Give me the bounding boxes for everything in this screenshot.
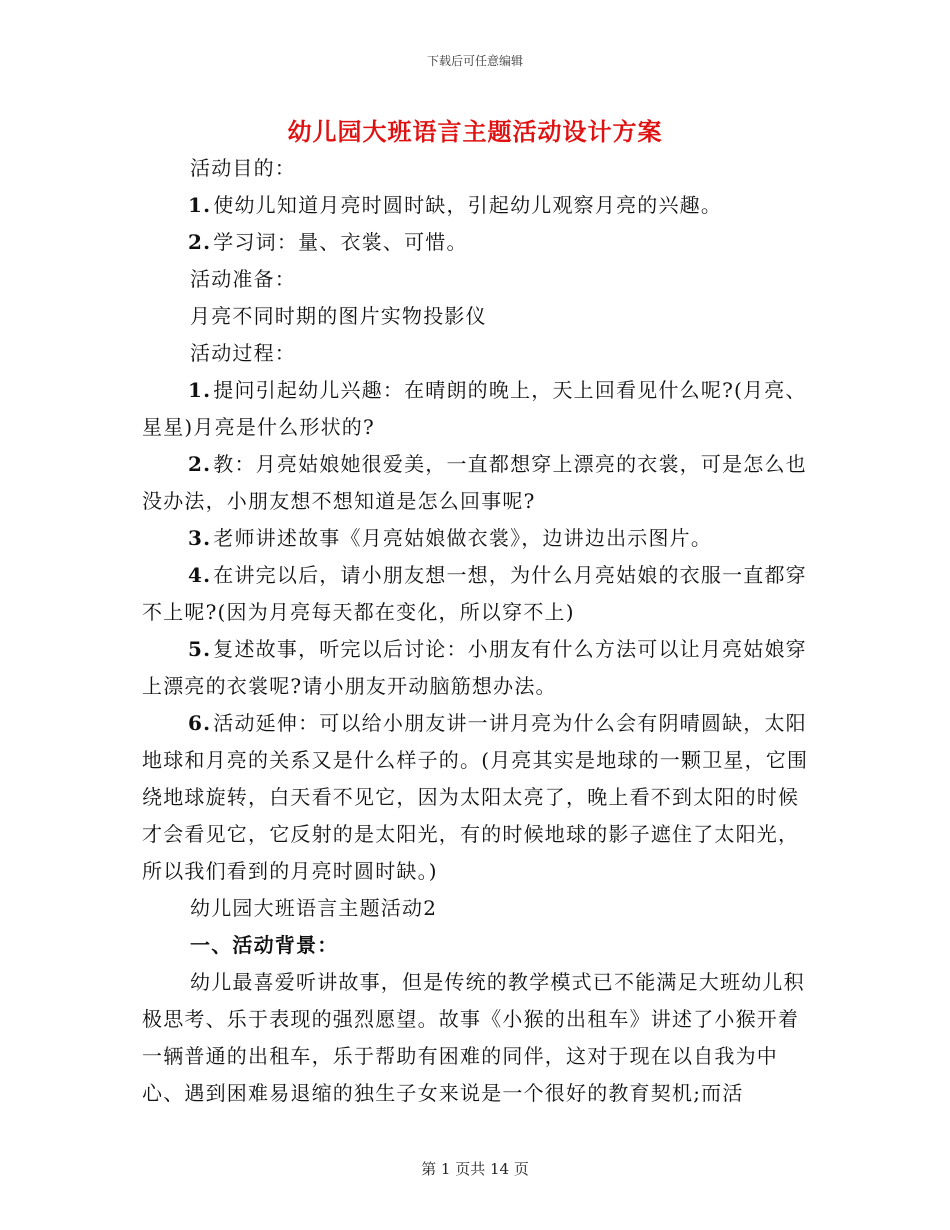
paragraph [142,261,810,298]
document-body [142,150,810,1112]
item-number: 2. [188,452,212,476]
paragraph [142,520,810,557]
paragraph-text: 在讲完以后，请小朋友想一想，为什么月亮姑娘的衣服一直都穿不上呢?(因为月亮每天都在变化，所以穿不上) [142,563,807,624]
item-number: 6. [188,711,212,735]
paragraph [142,224,810,261]
document-title: 幼儿园大班语言主题活动设计方案 [287,117,663,146]
paragraph [142,964,810,1112]
paragraph [142,705,810,890]
paragraph [142,150,810,187]
paragraph-text: 活动准备： [190,267,296,291]
paragraph [142,335,810,372]
item-number: 5. [188,637,212,661]
paragraph-text: 幼儿园大班语言主题活动2 [190,896,438,920]
paragraph [142,631,810,705]
paragraph [142,298,810,335]
paragraph [142,446,810,520]
header-note: 下载后可任意编辑 [426,54,523,68]
paragraph-text: 月亮不同时期的图片实物投影仪 [190,304,487,328]
paragraph-text: 复述故事，听完以后讨论：小朋友有什么方法可以让月亮姑娘穿上漂亮的衣裳呢?请小朋友开动脑筋想办法。 [142,637,807,698]
item-number: 1. [188,378,212,402]
paragraph-text: 活动过程： [190,341,296,365]
paragraph-text: 活动目的： [190,156,296,180]
paragraph [142,372,810,446]
paragraph-text: 教：月亮姑娘她很爱美，一直都想穿上漂亮的衣裳，可是怎么也没办法，小朋友想不想知道是怎么回事呢? [142,452,807,513]
item-number: 1. [188,193,212,217]
paragraph-text: 一、活动背景： [190,933,339,957]
paragraph-text: 使幼儿知道月亮时圆时缺，引起幼儿观察月亮的兴趣。 [213,193,723,217]
item-number: 4. [188,563,212,587]
paragraph [142,890,810,927]
paragraph-text: 学习词：量、衣裳、可惜。 [213,230,468,254]
section-heading [142,927,810,964]
paragraph-text: 提问引起幼儿兴趣：在晴朗的晚上，天上回看见什么呢?(月亮、星星)月亮是什么形状的? [142,378,807,439]
item-number: 2. [188,230,212,254]
paragraph-text: 幼儿最喜爱听讲故事，但是传统的教学模式已不能满足大班幼儿积极思考、乐于表现的强烈愿望。故事《小猴的出租车》讲述了小猴开着一辆普通的出租车，乐于帮助有困难的同伴，这对于现在以自我为中心、遇到困难易退缩的独生子女来说是一个很好的教育契机;而活 [142,970,805,1105]
paragraph [142,557,810,631]
item-number: 3. [188,526,212,550]
paragraph-text: 活动延伸：可以给小朋友讲一讲月亮为什么会有阴晴圆缺，太阳地球和月亮的关系又是什么样子的。(月亮其实是地球的一颗卫星，它围绕地球旋转，白天看不见它，因为太阳太亮了，晚上看不到太阳的时候才会看见它，它反射的是太阳光，有的时候地球的影子遮住了太阳光，所以我们看到的月亮时圆时缺。) [142,711,809,883]
page-footer: 第 1 页共 14 页 [421,1160,529,1178]
paragraph [142,187,810,224]
paragraph-text: 老师讲述故事《月亮姑娘做衣裳》，边讲边出示图片。 [213,526,713,550]
